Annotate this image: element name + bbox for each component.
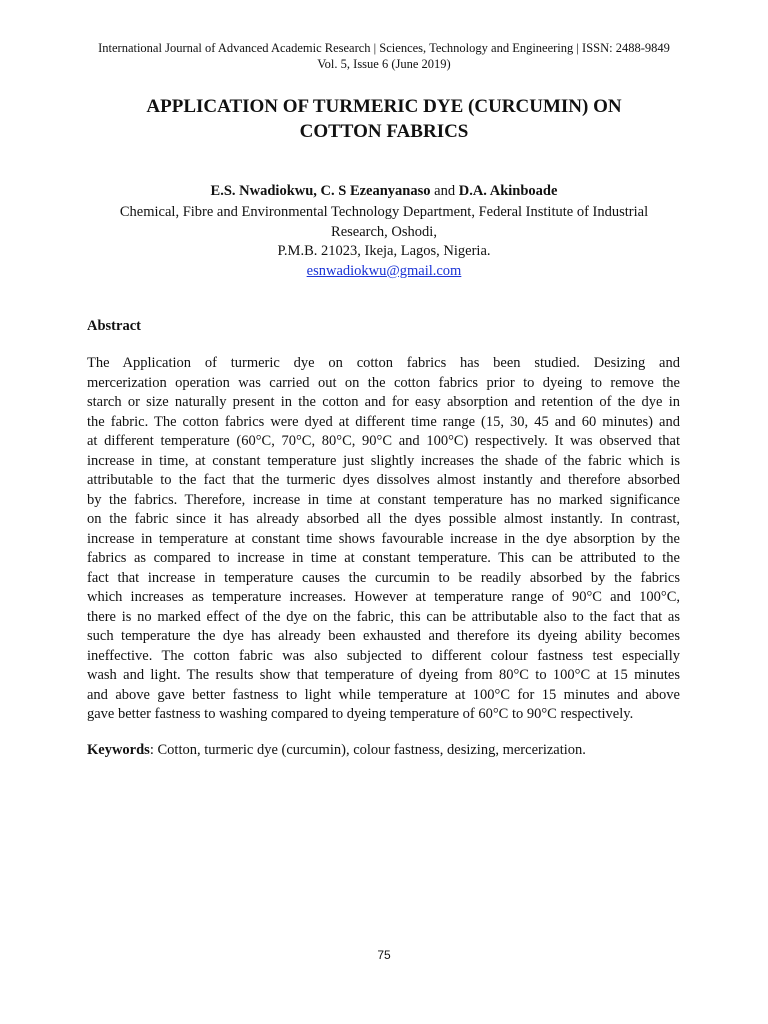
page-number: 75	[377, 948, 391, 962]
paper-title-line: COTTON FABRICS	[299, 121, 469, 142]
abstract-line: and above gave better fastness to light while temperature at 100°C for 15 minutes and above	[87, 686, 680, 703]
paper-title-line: APPLICATION OF TURMERIC DYE (CURCUMIN) ON	[146, 96, 622, 117]
abstract-line: the fabric. The cotton fabrics were dyed at different time range (15, 30, 45 and 60 minutes) and	[87, 413, 680, 430]
abstract-heading: Abstract	[87, 318, 141, 334]
abstract-line: fact that increase in temperature causes the curcumin to be readily absorbed by the fabrics	[87, 569, 680, 586]
abstract-body	[87, 354, 680, 725]
abstract-line: on the fabric since it has already absorbed all the dyes possible almost instantly. In contrast,	[87, 511, 680, 527]
abstract-line: there is no marked effect of the dye on the fabric, this can be attributable also to the fact that as	[87, 608, 680, 625]
abstract-line: by the fabrics. Therefore, increase in time at constant temperature has no marked significance	[87, 491, 680, 508]
author-list	[0, 182, 768, 201]
author-names: E.S. Nwadiokwu, C. S Ezeanyanaso	[210, 183, 431, 199]
affiliation-line: Research, Oshodi,	[331, 223, 437, 240]
journal-issue-line: Vol. 5, Issue 6 (June 2019)	[317, 57, 451, 71]
abstract-line: at different temperature (60°C, 70°C, 80°C, 90°C and 100°C) respectively. It was observed that	[87, 433, 680, 449]
keywords-text: : Cotton, turmeric dye (curcumin), colour fastness, desizing, mercerization.	[149, 742, 586, 758]
abstract-line: ineffective. The cotton fabric was also subjected to different colour fastness test especially	[87, 647, 680, 664]
journal-header-line: International Journal of Advanced Academic Research | Sciences, Technology and Engineering | ISSN: 2488-9849	[98, 41, 670, 55]
abstract-line: fabrics as compared to increase in time at constant temperature. This can be attributed to the	[87, 550, 680, 566]
affiliation-line: P.M.B. 21023, Ikeja, Lagos, Nigeria.	[277, 243, 491, 259]
abstract-line: increase in temperature at constant time shows favourable increase in the dye absorption by the	[87, 530, 680, 547]
journal-header	[0, 40, 768, 72]
abstract-line: starch or size naturally present in the cotton and for easy absorption and retention of the dye in	[87, 394, 680, 410]
abstract-line: such temperature the dye has already been exhausted and therefore its dyeing ability becomes	[87, 628, 680, 644]
keywords-label: Keywords	[87, 742, 150, 758]
abstract-line: increase in time, at constant temperature just slightly increases the shade of the fabric which is	[87, 452, 680, 469]
abstract-line: The Application of turmeric dye on cotton fabrics has been studied. Desizing and	[87, 355, 680, 371]
email-link[interactable]: esnwadiokwu@gmail.com	[306, 262, 462, 279]
abstract-line: gave better fastness to washing compared to dyeing temperature of 60°C to 90°C respectively.	[87, 706, 634, 722]
paper-title	[60, 94, 708, 144]
abstract-line: attributable to the fact that the turmeric dyes dissolves almost instantly and therefore absorbed	[87, 472, 680, 488]
affiliation-line: Chemical, Fibre and Environmental Technology Department, Federal Institute of Industrial	[119, 204, 649, 220]
author-name: D.A. Akinboade	[458, 183, 558, 199]
abstract-line: which increases as temperature increases. However at temperature range of 90°C and 100°C,	[87, 589, 680, 605]
abstract-line: wash and light. The results show that temperature of dyeing from 80°C to 100°C at 15 minutes	[87, 667, 680, 683]
author-conjunction: and	[430, 183, 459, 199]
abstract-line: mercerization operation was carried out on the cotton fabrics prior to dyeing to remove the	[87, 374, 680, 391]
keywords	[87, 741, 680, 760]
affiliation	[84, 203, 684, 281]
